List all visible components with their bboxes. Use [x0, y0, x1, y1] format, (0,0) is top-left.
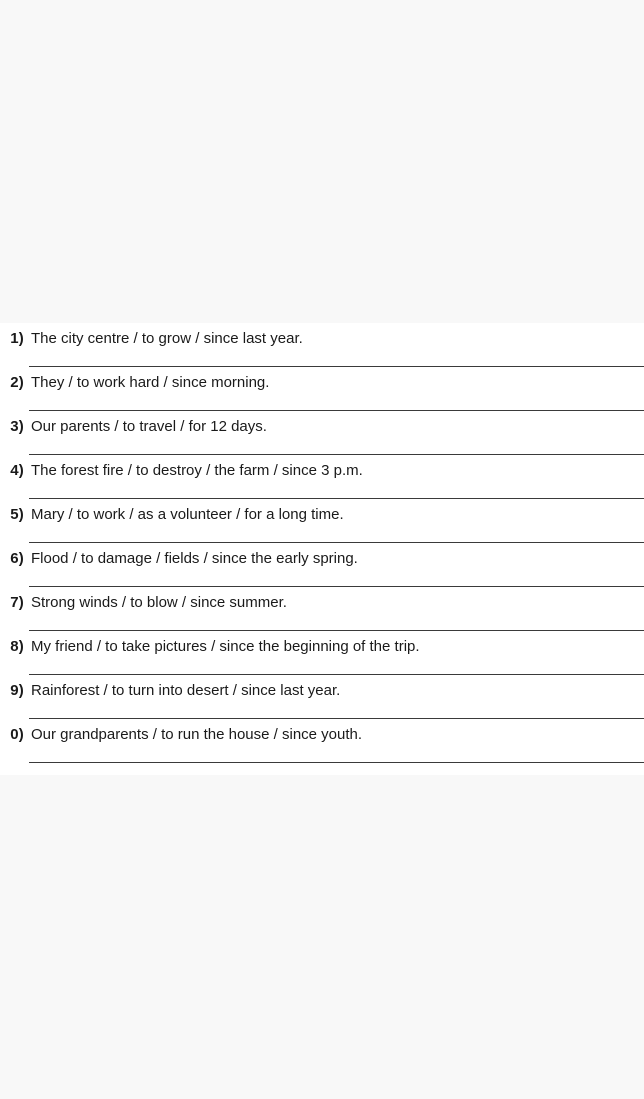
item-prompt: Strong winds / to blow / since summer. [31, 594, 287, 611]
exercise-item-4 [0, 455, 644, 499]
exercise-item-8 [0, 631, 644, 675]
item-prompt: Mary / to work / as a volunteer / for a long time. [31, 506, 344, 523]
item-number: 3) [10, 418, 24, 435]
item-prompt: They / to work hard / since morning. [31, 374, 270, 391]
item-number: 8) [10, 638, 24, 655]
exercise-item-5 [0, 499, 644, 543]
exercise-item-3 [0, 411, 644, 455]
exercise-item-6 [0, 543, 644, 587]
exercise-item-9 [0, 675, 644, 719]
item-number: 5) [10, 506, 24, 523]
item-prompt: The forest fire / to destroy / the farm / since 3 p.m. [31, 462, 363, 479]
exercise-item-10 [0, 719, 644, 763]
item-number: 6) [10, 550, 24, 567]
item-number: 7) [10, 594, 24, 611]
item-prompt: My friend / to take pictures / since the beginning of the trip. [31, 638, 420, 655]
exercise-item-7 [0, 587, 644, 631]
item-prompt: Our parents / to travel / for 12 days. [31, 418, 267, 435]
item-prompt: The city centre / to grow / since last year. [31, 330, 303, 347]
item-prompt: Our grandparents / to run the house / since youth. [31, 726, 363, 743]
item-number: 4) [10, 462, 24, 479]
answer-line[interactable] [29, 762, 644, 763]
item-prompt: Flood / to damage / fields / since the early spring. [31, 550, 358, 567]
item-number: 0) [10, 726, 24, 743]
exercise-sheet [0, 323, 644, 775]
exercise-item-1 [0, 323, 644, 367]
item-number: 2) [10, 374, 24, 391]
item-prompt: Rainforest / to turn into desert / since last year. [31, 682, 341, 699]
item-number: 9) [10, 682, 24, 699]
exercise-item-2 [0, 367, 644, 411]
item-number: 1) [10, 330, 24, 347]
